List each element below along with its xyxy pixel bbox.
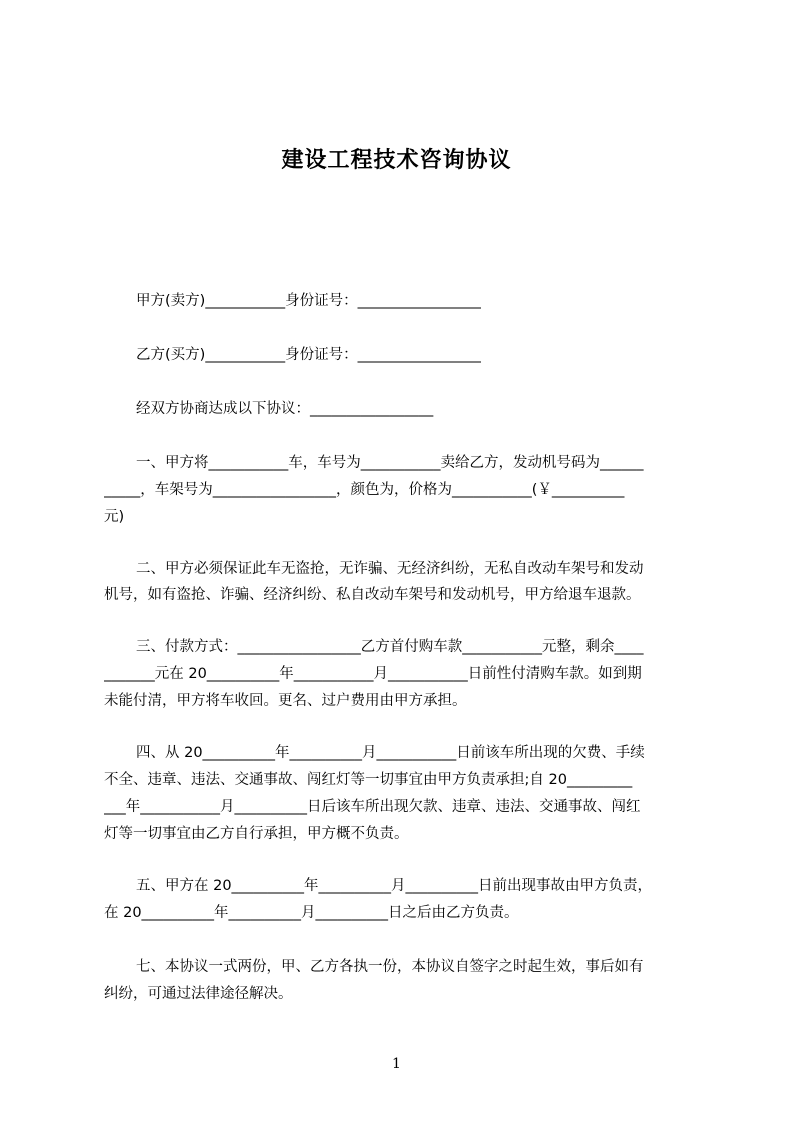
clause-4-line-1: 四、从 20__________年__________月___________日前该车所出现的欠费、手续: [136, 745, 645, 761]
clause-3-line-2: _______元在 20__________年___________月___________日前性付清购车款。如到期: [104, 666, 642, 682]
clause-1-line-2: _____，车架号为_________________，颜色为，价格为___________(￥__________: [104, 482, 625, 498]
clause-2-line-1: 二、甲方必须保证此车无盗抢，无诈骗、无经济纠纷，无私自改动车架号和发动: [136, 561, 644, 577]
party-b-line: 乙方(买方)___________身份证号：_________________: [136, 347, 481, 363]
clause-4-line-3: ___年___________月__________日后该车所出现欠款、违章、违法、交通事故、闯红: [104, 799, 641, 815]
clause-4-line-2: 不全、违章、违法、交通事故、闯红灯等一切事宜由甲方负责承担;自 20_________: [104, 772, 633, 788]
document-title: 建设工程技术咨询协议: [281, 148, 512, 173]
agreement-intro-line: 经双方协商达成以下协议：_________________: [136, 401, 434, 417]
clause-2-line-2: 机号，如有盗抢、诈骗、经济纠纷、私自改动车架号和发动机号，甲方给退车退款。: [104, 587, 641, 603]
clause-5-line-1: 五、甲方在 20__________年__________月__________日前出现事故由甲方负责，: [136, 878, 653, 894]
clause-1-line-3: 元): [104, 509, 125, 525]
clause-7-line-1: 七、本协议一式两份，甲、乙方各执一份，本协议自签字之时起生效，事后如有: [136, 959, 644, 975]
clause-5-line-2: 在 20__________年__________月__________日之后由乙方负责。: [104, 905, 519, 921]
clause-1-line-1: 一、甲方将___________车，车号为___________卖给乙方，发动机号码为______: [136, 455, 644, 471]
clause-3-line-1: 三、付款方式：_________________乙方首付购车款___________元整，剩余____: [136, 639, 644, 655]
clause-3-line-3: 未能付清，甲方将车收回。更名、过户费用由甲方承担。: [104, 693, 467, 709]
party-a-line: 甲方(卖方)___________身份证号：_________________: [136, 293, 481, 309]
clause-7-line-2: 纠纷，可通过法律途径解决。: [104, 986, 293, 1002]
page-number: 1: [392, 1056, 401, 1072]
clause-4-line-4: 灯等一切事宜由乙方自行承担，甲方概不负责。: [104, 826, 409, 842]
